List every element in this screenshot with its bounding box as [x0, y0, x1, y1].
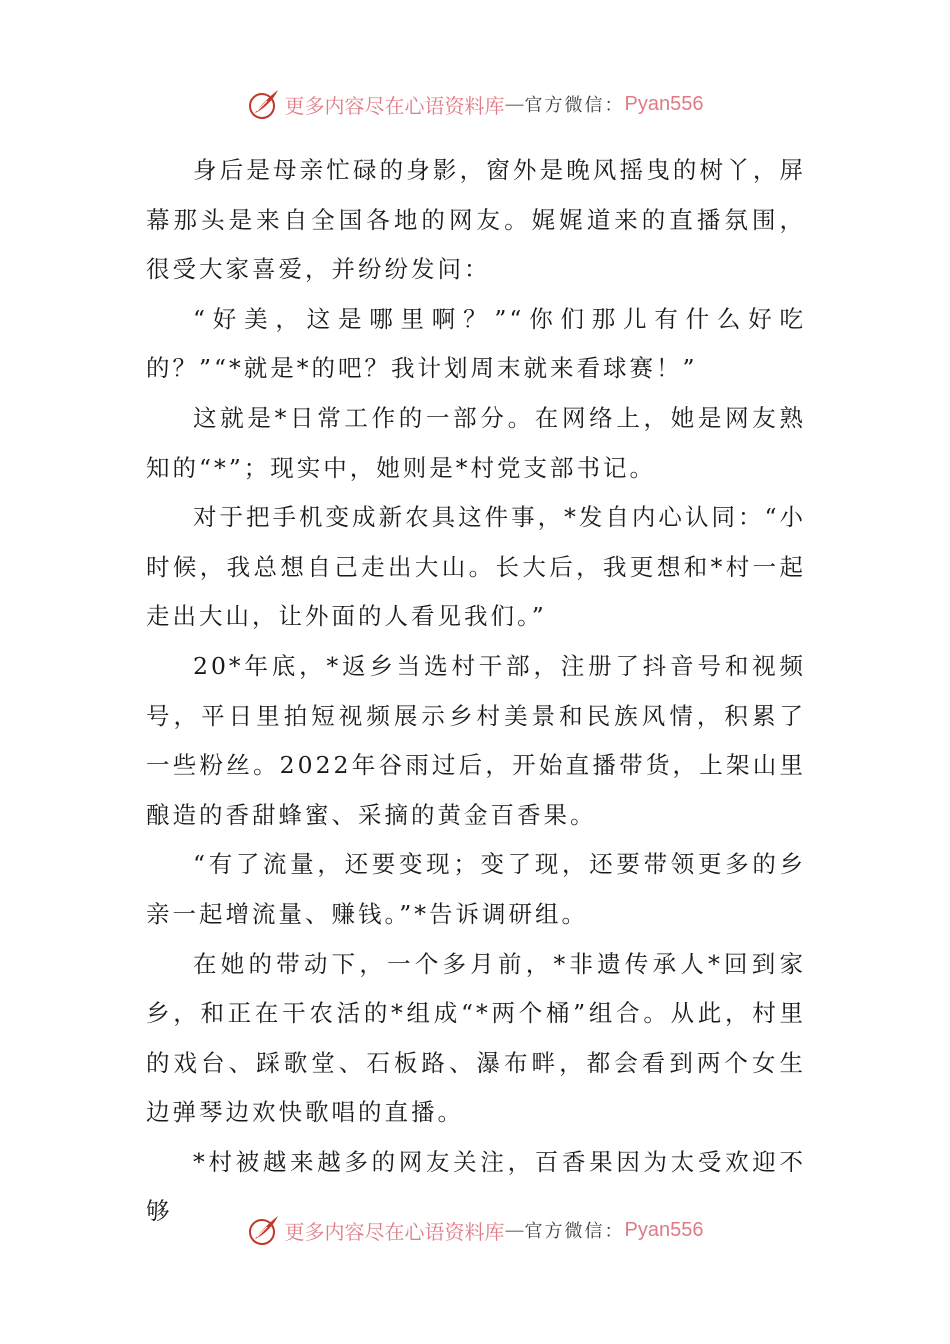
official-wechat-label: 官方微信：: [524, 1221, 625, 1242]
banner-separator: —: [504, 92, 525, 116]
site-name: 更多内容尽在心语资料库: [284, 1219, 505, 1244]
quill-pen-logo-icon: [247, 87, 281, 121]
wechat-id: Pyan556: [624, 92, 704, 115]
paragraph: 20*年底，*返乡当选村干部，注册了抖音号和视频号，平日里拍短视频展示乡村美景和民族风情，积累了一些粉丝。2022年谷雨过后，开始直播带货，上架山里酿造的香甜蜂蜜、采摘的黄金百香果。: [146, 651, 806, 829]
paragraph: 这就是*日常工作的一部分。在网络上，她是网友熟知的“*”；现实中，她则是*村党支部书记。: [146, 403, 806, 482]
paragraph: *村被越来越多的网友关注，百香果因为太受欢迎不够: [146, 1147, 806, 1226]
footer-banner: [0, 1210, 950, 1250]
paragraph: “有了流量，还要变现；变了现，还要带领更多的乡亲一起增流量、赚钱。”*告诉调研组。: [146, 850, 806, 928]
paragraph: 在她的带动下，一个多月前，*非遗传承人*回到家乡，和正在干农活的*组成“*两个桶”组合。从此，村里的戏台、踩歌堂、石板路、瀑布畔，都会看到两个女生边弹琴边欢快歌唱的直播。: [146, 949, 806, 1127]
paragraph: 身后是母亲忙碌的身影，窗外是晚风摇曳的树丫，屏幕那头是来自全国各地的网友。娓娓道来的直播氛围，很受大家喜爱，并纷纷发问：: [146, 156, 806, 284]
quill-pen-logo-icon: [247, 1213, 281, 1247]
wechat-id: Pyan556: [624, 1218, 704, 1241]
official-wechat-label: 官方微信：: [524, 95, 625, 116]
document-body: [146, 146, 806, 1237]
header-banner: [0, 84, 950, 124]
paragraph: 对于把手机变成新农具这件事，*发自内心认同：“小时候，我总想自己走出大山。长大后，我更想和*村一起走出大山，让外面的人看见我们。”: [146, 503, 806, 631]
site-name: 更多内容尽在心语资料库: [284, 93, 505, 118]
paragraph: “好美，这是哪里啊？”“你们那儿有什么好吃的？”“*就是*的吧？我计划周末就来看球赛！”: [146, 304, 806, 383]
banner-separator: —: [504, 1218, 525, 1242]
